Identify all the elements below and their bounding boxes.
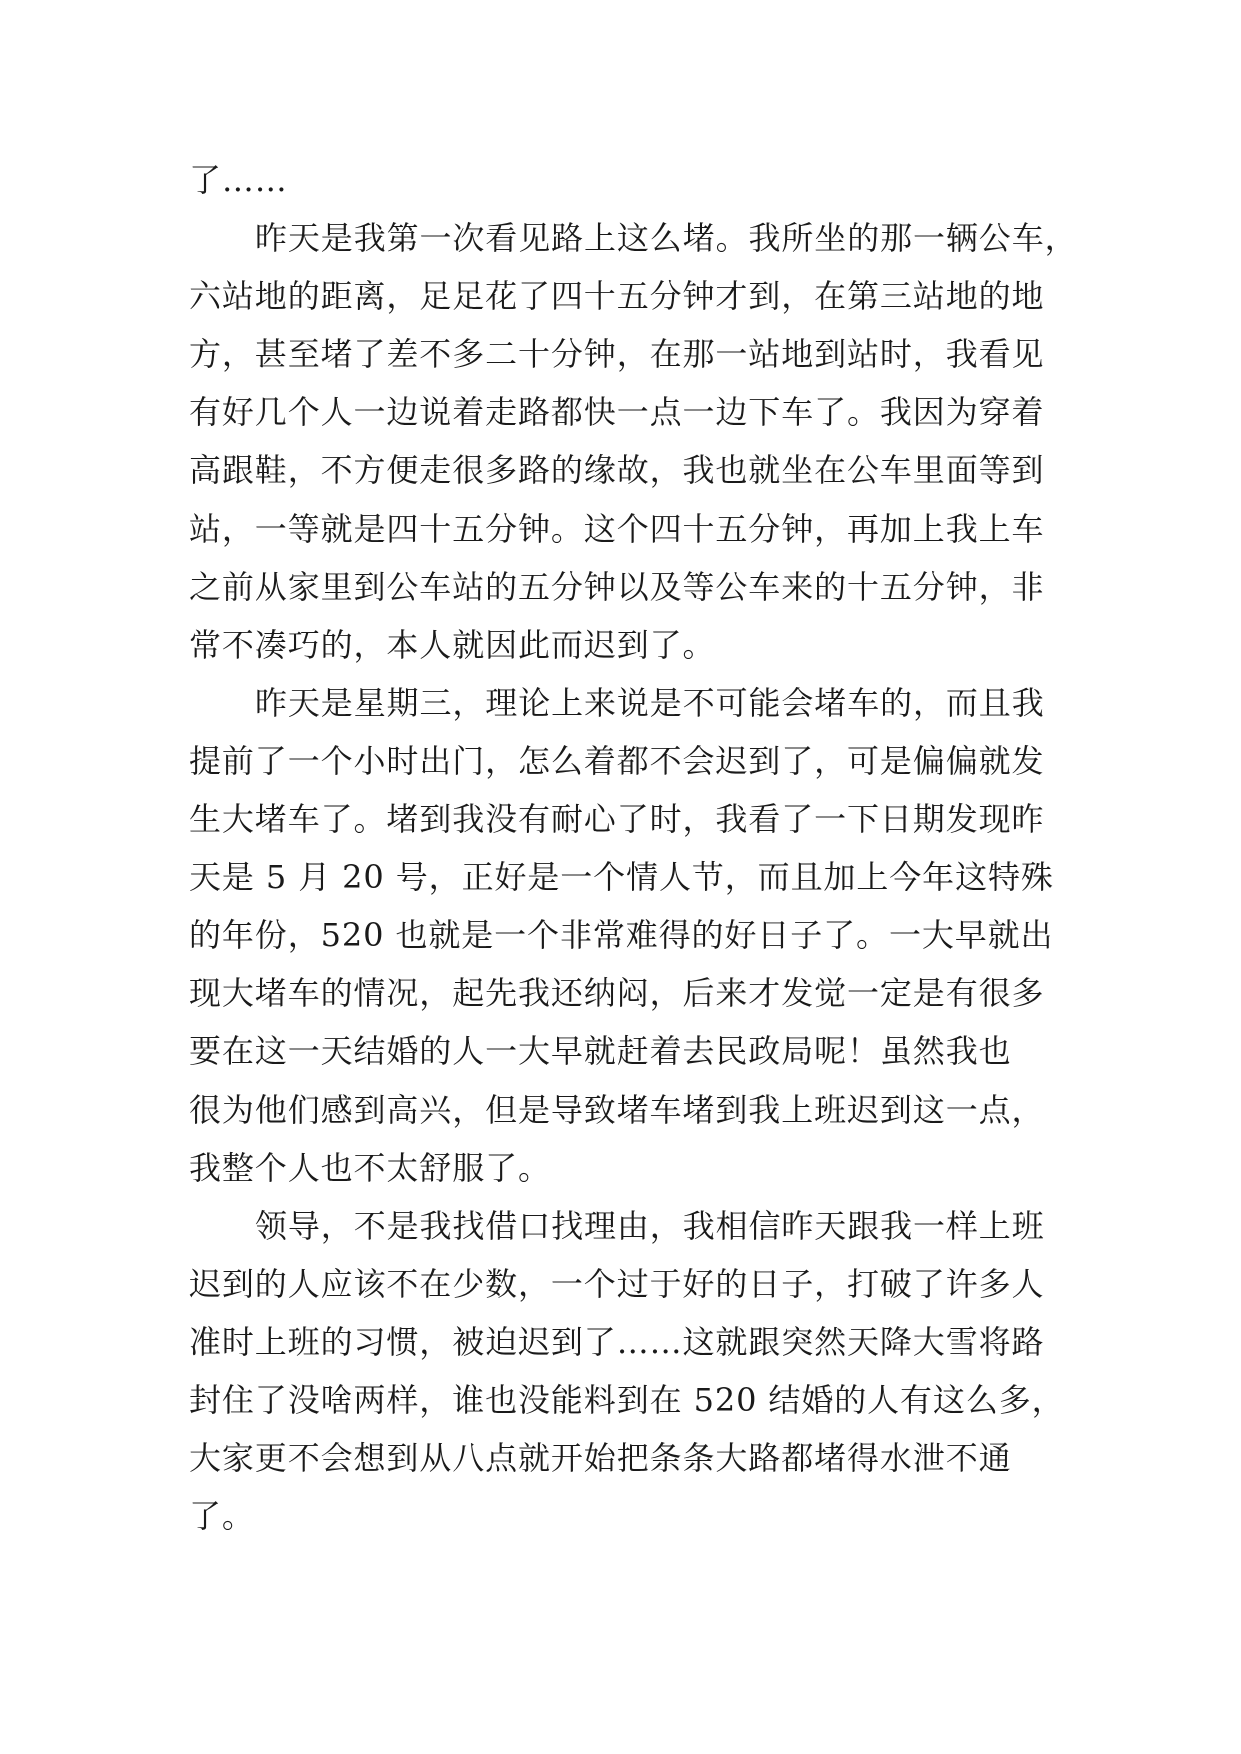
text-line: 的年份，520 也就是一个非常难得的好日子了。一大早就出 bbox=[189, 916, 1054, 955]
text-line: 有好几个人一边说着走路都快一点一边下车了。我因为穿着 bbox=[189, 393, 1045, 432]
text-line: 我整个人也不太舒服了。 bbox=[189, 1148, 551, 1187]
text-line: 了。 bbox=[189, 1497, 255, 1536]
text-line: 要在这一天结婚的人一大早就赶着去民政局呢！虽然我也 bbox=[189, 1032, 1012, 1071]
text-line: 了…… bbox=[189, 161, 288, 199]
text-line: 封住了没啥两样，谁也没能料到在 520 结婚的人有这么多， bbox=[189, 1380, 1065, 1419]
text-line: 生大堵车了。堵到我没有耐心了时，我看了一下日期发现昨 bbox=[189, 800, 1045, 839]
text-line: 六站地的距离，足足花了四十五分钟才到，在第三站地的地 bbox=[189, 277, 1045, 316]
text-line: 大家更不会想到从八点就开始把条条大路都堵得水泄不通 bbox=[189, 1439, 1012, 1478]
text-line: 站，一等就是四十五分钟。这个四十五分钟，再加上我上车 bbox=[189, 509, 1045, 548]
text-line: 方，甚至堵了差不多二十分钟，在那一站地到站时，我看见 bbox=[189, 335, 1045, 374]
text-line: 常不凑巧的，本人就因此而迟到了。 bbox=[189, 625, 716, 664]
text-line: 天是 5 月 20 号，正好是一个情人节，而且加上今年这特殊 bbox=[189, 858, 1054, 897]
text-line: 迟到的人应该不在少数，一个过于好的日子，打破了许多人 bbox=[189, 1264, 1045, 1303]
text-line: 很为他们感到高兴，但是导致堵车堵到我上班迟到这一点， bbox=[189, 1090, 1045, 1129]
paragraph-first-line: 昨天是我第一次看见路上这么堵。我所坐的那一辆公车， bbox=[255, 219, 1078, 258]
text-line: 现大堵车的情况，起先我还纳闷，后来才发觉一定是有很多 bbox=[189, 974, 1045, 1013]
paragraph-first-line: 昨天是星期三，理论上来说是不可能会堵车的，而且我 bbox=[255, 683, 1045, 722]
text-line: 高跟鞋，不方便走很多路的缘故，我也就坐在公车里面等到 bbox=[189, 451, 1045, 490]
text-line: 提前了一个小时出门，怎么着都不会迟到了，可是偏偏就发 bbox=[189, 741, 1045, 780]
paragraph-first-line: 领导，不是我找借口找理由，我相信昨天跟我一样上班 bbox=[255, 1206, 1045, 1245]
text-line: 准时上班的习惯，被迫迟到了……这就跟突然天降大雪将路 bbox=[189, 1322, 1045, 1361]
body-text bbox=[189, 151, 1078, 1545]
text-line: 之前从家里到公车站的五分钟以及等公车来的十五分钟，非 bbox=[189, 567, 1045, 606]
